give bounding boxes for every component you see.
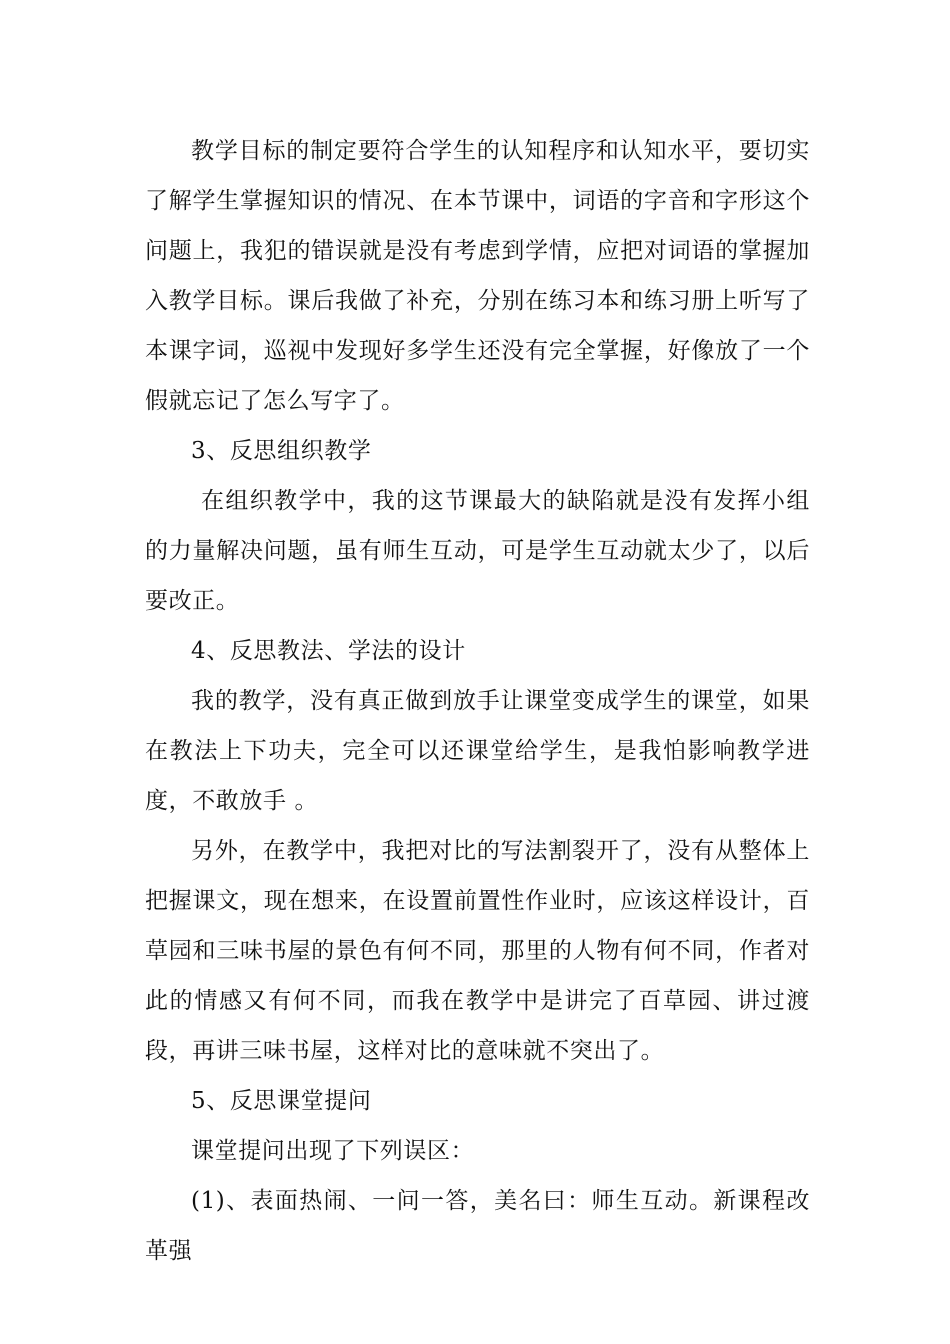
document-body [145,126,810,1276]
paragraph-questioning-intro: 课堂提问出现了下列误区： [191,1138,475,1164]
paragraph-teaching-objectives: 教学目标的制定要符合学生的认知程序和认知水平，要切实了解学生掌握知识的情况、在本节课中，词语的字音和字形这个问题上，我犯的错误就是没有考虑到学情，应把对词语的掌握加入教学目标。课后我做了补充，分别在练习本和练习册上听写了本课字词，巡视中发现好多学生还没有完全掌握，好像放了一个假就忘记了怎么写字了。 [145,138,810,414]
heading-reflect-organization: 3、反思组织教学 [191,438,372,464]
paragraph-contrast-writing: 另外，在教学中，我把对比的写法割裂开了，没有从整体上把握课文，现在想来，在设置前置性作业时，应该这样设计，百草园和三味书屋的景色有何不同，那里的人物有何不同，作者对此的情感又有何不同，而我在教学中是讲完了百草园、讲过渡段，再讲三味书屋，这样对比的意味就不突出了。 [145,838,810,1064]
paragraph-organization: 在组织教学中，我的这节课最大的缺陷就是没有发挥小组的力量解决问题，虽有师生互动，可是学生互动就太少了，以后要改正。 [145,488,810,614]
paragraph-misconception-1: (1)、表面热闹、一问一答，美名曰：师生互动。新课程改革强 [145,1188,810,1264]
heading-reflect-questioning: 5、反思课堂提问 [191,1088,372,1114]
paragraph-methods: 我的教学，没有真正做到放手让课堂变成学生的课堂，如果在教法上下功夫，完全可以还课堂给学生，是我怕影响教学进度，不敢放手 。 [145,688,810,814]
heading-reflect-methods: 4、反思教法、学法的设计 [191,638,466,664]
